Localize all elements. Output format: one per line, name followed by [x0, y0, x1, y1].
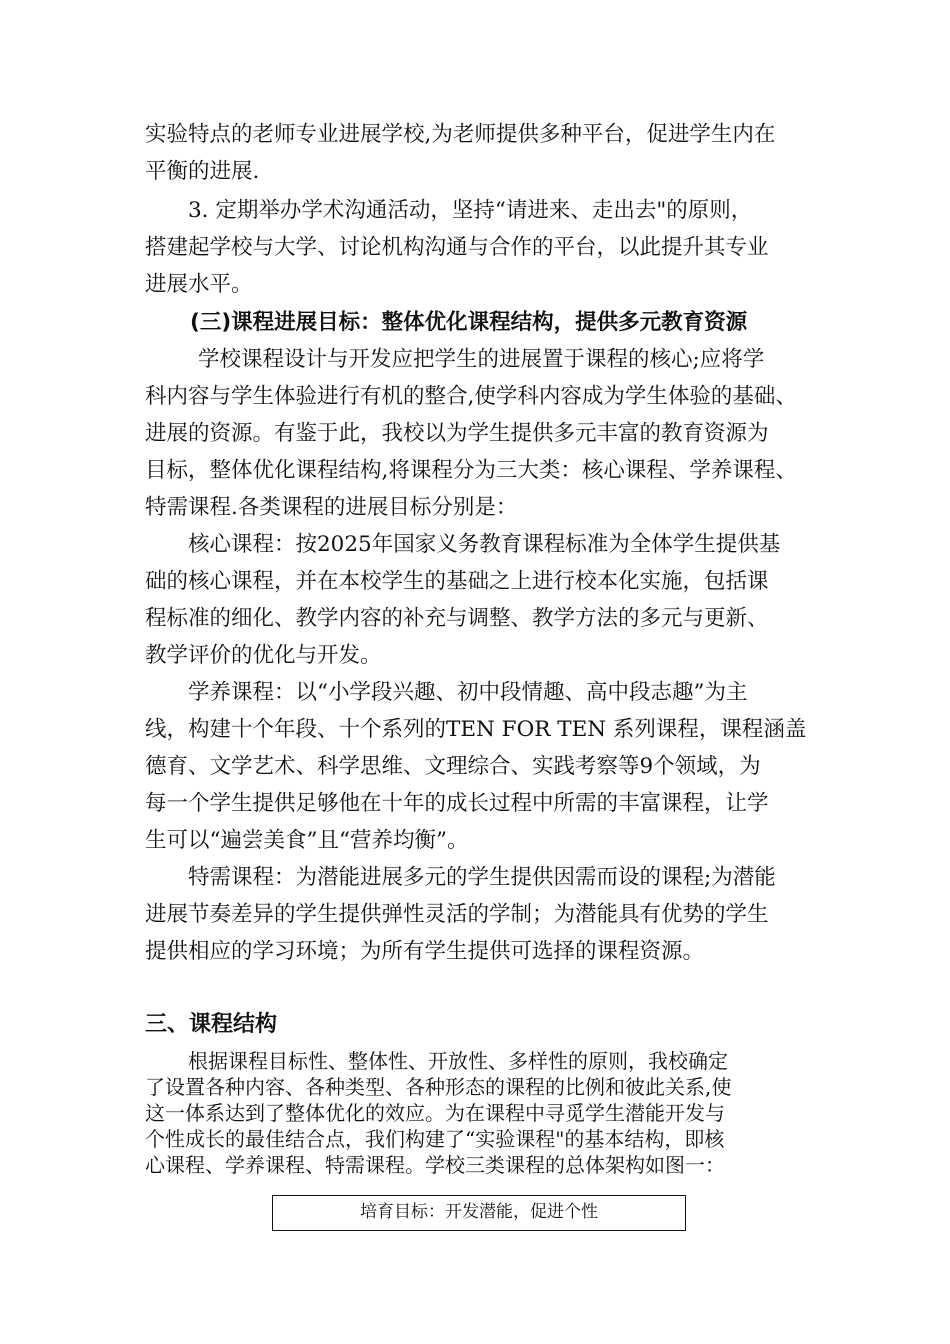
body-line: 平衡的进展. — [145, 159, 260, 184]
body-line: 了设置各种内容、各种类型、各种形态的课程的比例和彼此关系,使 — [145, 1075, 732, 1099]
body-line: 心课程、学养课程、特需课程。学校三类课程的总体架构如图一： — [145, 1153, 725, 1177]
body-line: 搭建起学校与大学、讨论机构沟通与合作的平台，以此提升其专业 — [145, 235, 769, 260]
body-line: 目标，整体优化课程结构,将课程分为三大类：核心课程、学养课程、 — [145, 458, 797, 483]
body-line: 线，构建十个年段、十个系列的TEN FOR TEN 系列课程，课程涵盖 — [145, 717, 807, 742]
body-line: 这一体系达到了整体优化的效应。为在课程中寻觅学生潜能开发与 — [145, 1101, 725, 1125]
body-line: 生可以“遍尝美食”且“营养均衡”。 — [145, 828, 469, 853]
body-line: 学校课程设计与开发应把学生的进展置于课程的核心;应将学 — [198, 347, 765, 372]
body-line: 实验特点的老师专业进展学校,为老师提供多种平台，促进学生内在 — [145, 122, 776, 147]
section-subheading: (三)课程进展目标：整体优化课程结构，提供多元教育资源 — [190, 310, 748, 335]
body-line: 每一个学生提供足够他在十年的成长过程中所需的丰富课程，让学 — [145, 791, 769, 816]
body-line: 个性成长的最佳结合点，我们构建了“实验课程"的基本结构，即核 — [145, 1127, 725, 1151]
body-line: 学养课程：以“小学段兴趣、初中段情趣、高中段志趣”为主 — [188, 680, 748, 705]
body-line: 进展的资源。有鉴于此，我校以为学生提供多元丰富的教育资源为 — [145, 421, 769, 446]
body-line: 核心课程：按2025年国家义务教育课程标准为全体学生提供基 — [188, 532, 781, 557]
body-line: 提供相应的学习环境；为所有学生提供可选择的课程资源。 — [145, 939, 705, 964]
list-item: 3. 定期举办学术沟通活动，坚持“请进来、走出去"的原则， — [188, 198, 753, 223]
body-line: 科内容与学生体验进行有机的整合,使学科内容成为学生体验的基础、 — [145, 384, 797, 409]
body-line: 特需课程：为潜能进展多元的学生提供因需而设的课程;为潜能 — [188, 865, 776, 890]
body-line: 进展水平。 — [145, 272, 253, 297]
body-line: 程标准的细化、教学内容的补充与调整、教学方法的多元与更新、 — [145, 606, 769, 631]
body-line: 础的核心课程，并在本校学生的基础之上进行校本化实施，包括课 — [145, 569, 769, 594]
section-heading: 三、课程结构 — [145, 1012, 278, 1037]
diagram-box-training-goal: 培育目标：开发潜能，促进个性 — [272, 1195, 686, 1231]
body-line: 特需课程.各类课程的进展目标分别是： — [145, 495, 518, 520]
body-line: 根据课程目标性、整体性、开放性、多样性的原则，我校确定 — [188, 1049, 728, 1073]
body-line: 教学评价的优化与开发。 — [145, 643, 382, 668]
body-line: 德育、文学艺术、科学思维、文理综合、实践考察等9个领域，为 — [145, 754, 761, 779]
body-line: 进展节奏差异的学生提供弹性灵活的学制；为潜能具有优势的学生 — [145, 902, 769, 927]
